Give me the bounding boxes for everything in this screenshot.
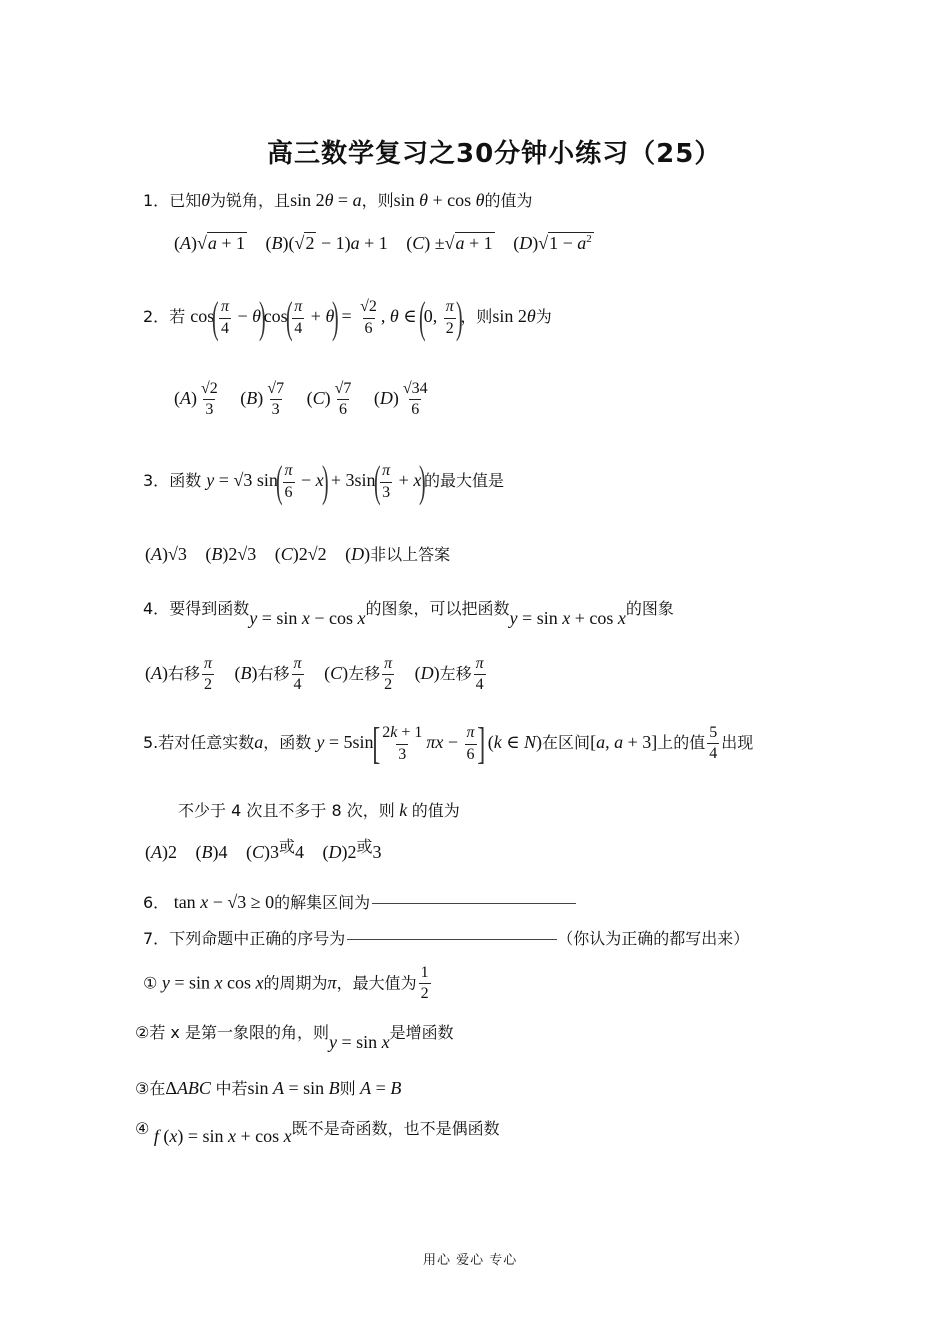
statement-1: [143, 964, 433, 1004]
question-text: 的图象: [625, 599, 674, 618]
option-c: (C)2√2: [274, 544, 327, 564]
statement-text: 在: [149, 1079, 166, 1098]
math-expr: sin A = sin B: [247, 1078, 340, 1098]
math-expr: y = √3 sin( $\frac{\pi}{6}$ − x) + 3sin( $\frac{\pi}{3}$ + x): [206, 457, 426, 506]
question-number: 2．: [143, 307, 170, 327]
option-a: (A)√3: [145, 544, 187, 564]
question-1: [143, 188, 532, 211]
question-text: 的图象，可以把函数: [365, 599, 510, 618]
math-expr: cos( $\frac{\pi}{4}$ − θ)cos( $\frac{\pi}{4}$ + θ) = $\frac{√2}{6}$ , θ ∈ (0, $\frac{\pi}{2}$ ): [190, 293, 463, 342]
question-number: 6．: [143, 893, 170, 912]
question-text: 要得到函数: [169, 599, 250, 618]
page-footer: 用心 爱心 专心: [423, 1253, 518, 1268]
option-a: (A)右移 $\frac{\pi}{2}$: [145, 655, 213, 694]
option-text: 或: [279, 837, 296, 856]
question-number: 3．: [143, 471, 170, 491]
option-a: (A)√a + 1: [174, 233, 246, 253]
math-expr: sin θ + cos θ: [393, 190, 485, 210]
question-5: [143, 719, 754, 768]
question-text: 的解集区间为: [274, 893, 371, 912]
statement-text: 是增函数: [389, 1023, 454, 1042]
option-c: (C)左移 $\frac{\pi}{2}$: [324, 655, 393, 694]
statement-2: [135, 1020, 454, 1052]
question-number: 1．: [143, 191, 170, 210]
option-d: (D) $\frac{√34}{6}$: [373, 380, 428, 419]
statement-text: ，最大值为: [336, 973, 417, 993]
statement-text: 既不是奇函数，也不是偶函数: [291, 1119, 500, 1138]
math-expr: sin 2θ = a: [290, 190, 362, 210]
question-6: [143, 890, 576, 913]
option-d: (D)2或3: [322, 837, 382, 862]
math-expr: π: [327, 972, 337, 993]
math-expr: y = 5sin[ $\frac{2k + 1}{3}$ πx − $\frac{\pi}{6}$ ] (k ∈ N): [316, 719, 543, 768]
option-b: (B)(√2 − 1)a + 1: [265, 233, 388, 253]
option-b: (B)2√3: [205, 544, 257, 564]
statement-text: 中若: [215, 1079, 248, 1098]
option-text: 3: [372, 842, 382, 862]
question-number: 4．: [143, 599, 170, 618]
question-text: 的最大值是: [423, 471, 504, 491]
statement-text: 则: [339, 1079, 356, 1098]
math-expr: y = sin x − cos x: [249, 608, 366, 628]
question-text: 若对任意实数: [158, 733, 255, 753]
question-2: [143, 293, 552, 342]
statement-marker: ④: [135, 1119, 150, 1138]
answer-blank[interactable]: [347, 939, 557, 940]
option-text: 右移: [257, 664, 290, 684]
math-expr: sin 2θ: [492, 306, 536, 327]
option-a: (A) $\frac{√2}{3}$: [174, 380, 218, 419]
question-text: 不少于 4 次且不多于 8 次，则: [178, 801, 395, 820]
question-text: 为锐角，且: [210, 191, 291, 210]
question-text: 上的值: [657, 733, 706, 753]
question-text: （你认为正确的都写出来）: [557, 929, 750, 948]
question-text: 的值为: [411, 801, 460, 820]
question-number: 7．: [143, 929, 170, 948]
option-text: 2: [347, 842, 357, 862]
option-text: 2: [168, 842, 177, 862]
option-text: 左移: [439, 664, 472, 684]
question-3: [143, 457, 504, 506]
math-expr: k: [394, 800, 412, 820]
question-7: [143, 926, 749, 949]
question-number: 5.: [143, 733, 159, 753]
option-text: 3: [270, 842, 280, 862]
question-text: 为: [535, 307, 552, 327]
statement-text: 的周期为: [263, 973, 328, 993]
option-c: (C)3或4: [246, 837, 305, 862]
question-4-options: [145, 655, 502, 695]
math-expr: $\frac{5}{4}$: [709, 723, 718, 763]
question-5-line2: [178, 798, 460, 821]
math-expr: A = B: [360, 1078, 402, 1098]
question-text: 出现: [721, 733, 754, 753]
question-4: [143, 596, 674, 628]
math-expr: a: [254, 732, 264, 753]
option-text: 4: [218, 842, 228, 862]
question-text: 若: [169, 307, 186, 327]
question-text: 已知: [169, 191, 202, 210]
option-text: 左移: [348, 664, 381, 684]
question-text: ，则: [361, 191, 394, 210]
option-d: $(D)√1 - a^2$: [513, 233, 592, 253]
question-text: 的值为: [484, 191, 533, 210]
question-text: 函数: [169, 471, 202, 491]
option-c: (C) ±√a + 1: [406, 233, 493, 253]
math-expr: y = sin x: [329, 1032, 390, 1052]
option-a: (A)2: [145, 842, 177, 862]
option-d: (D)非以上答案: [345, 544, 451, 564]
math-expr: f (x) = sin x + cos x: [153, 1126, 292, 1146]
question-text: 下列命题中正确的序号为: [169, 929, 346, 948]
statement-marker: ③: [135, 1079, 150, 1098]
option-c: (C) $\frac{√7}{6}$: [306, 380, 352, 419]
question-text: 在区间: [542, 733, 591, 753]
option-text: 4: [295, 842, 305, 862]
option-text: 或: [356, 837, 373, 856]
question-text: ，则: [460, 307, 493, 327]
math-expr: ΔABC: [165, 1078, 211, 1098]
question-text: ，函数: [263, 733, 312, 753]
page-title: 高三数学复习之30分钟小练习（25）: [267, 139, 722, 169]
option-b: (B)右移 $\frac{\pi}{4}$: [234, 655, 302, 694]
answer-blank[interactable]: [372, 903, 576, 904]
statement-marker: ①: [143, 973, 158, 993]
math-expr: y = sin x + cos x: [509, 608, 626, 628]
option-b: (B)4: [195, 842, 228, 862]
statement-4: [135, 1116, 500, 1146]
question-2-options: [174, 380, 446, 420]
math-expr: $\frac{1}{2}$: [420, 964, 429, 1003]
question-5-options: [145, 837, 396, 863]
math-expr: y = sin x cos x: [161, 972, 264, 993]
math-expr: θ: [201, 190, 211, 210]
option-d: (D)左移 $\frac{\pi}{4}$: [414, 655, 484, 694]
statement-marker: ②: [135, 1023, 150, 1042]
option-b: (B) $\frac{√7}{3}$: [240, 380, 285, 419]
question-1-options: [174, 233, 608, 254]
option-text: 非以上答案: [370, 545, 451, 564]
question-3-options: [145, 542, 464, 565]
option-text: 右移: [168, 664, 201, 684]
math-expr: [a, a + 3]: [590, 732, 658, 753]
statement-3: [135, 1076, 401, 1099]
math-expr: tan x − √3 ≥ 0: [169, 892, 275, 912]
statement-text: 若 x 是第一象限的角，则: [149, 1023, 329, 1042]
